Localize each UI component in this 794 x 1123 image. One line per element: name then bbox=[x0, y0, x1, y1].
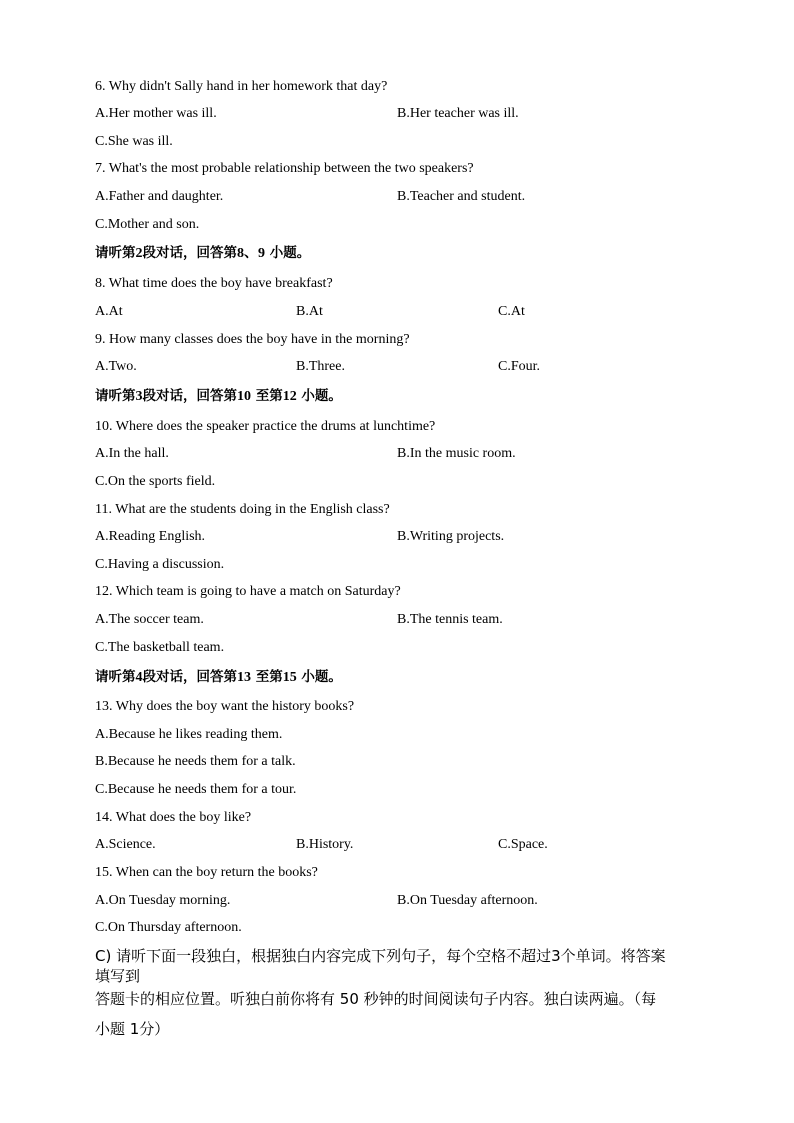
part-c-instructions-line-2: 填写到 bbox=[95, 967, 141, 985]
section-2-post: 小题。 bbox=[269, 245, 311, 261]
q14-option-a: A.Science. bbox=[95, 837, 156, 852]
q9-option-c: C.Four. bbox=[498, 359, 541, 374]
q9-option-a: A.Two. bbox=[95, 359, 137, 374]
section-2-num: 2 bbox=[135, 246, 143, 261]
q14-option-c: C.Space. bbox=[498, 837, 548, 852]
section-3-heading bbox=[95, 387, 342, 406]
q8-option-b: B.At bbox=[296, 304, 323, 319]
section-4-num: 4 bbox=[135, 670, 143, 685]
q12-option-b: B.The tennis team. bbox=[397, 612, 503, 627]
section-3-to-word: 至第 bbox=[255, 388, 283, 404]
q9-option-b: B.Three. bbox=[296, 359, 345, 374]
question-15: 15. When can the boy return the books? bbox=[95, 865, 318, 880]
question-13: 13. Why does the boy want the history books? bbox=[95, 699, 355, 714]
section-3-to: 12 bbox=[282, 389, 297, 404]
q11-option-c: C.Having a discussion. bbox=[95, 557, 225, 572]
section-4-heading bbox=[95, 668, 342, 687]
section-2-heading bbox=[95, 244, 310, 263]
question-10: 10. Where does the speaker practice the drums at lunchtime? bbox=[95, 419, 436, 434]
question-14: 14. What does the boy like? bbox=[95, 810, 252, 825]
q12-option-a: A.The soccer team. bbox=[95, 612, 204, 627]
q12-option-c: C.The basketball team. bbox=[95, 640, 225, 655]
q10-option-c: C.On the sports field. bbox=[95, 474, 216, 489]
section-4-mid: 段对话，回答第 bbox=[142, 669, 237, 685]
q15-option-a: A.On Tuesday morning. bbox=[95, 893, 231, 908]
question-12: 12. Which team is going to have a match on Saturday? bbox=[95, 584, 401, 599]
section-4-to-word: 至第 bbox=[255, 669, 283, 685]
q11-option-a: A.Reading English. bbox=[95, 529, 206, 544]
section-3-from: 10 bbox=[237, 389, 251, 404]
q7-option-a: A.Father and daughter. bbox=[95, 189, 224, 204]
q13-option-c: C.Because he needs them for a tour. bbox=[95, 782, 297, 797]
section-4-pre: 请听第 bbox=[95, 669, 136, 685]
q10-option-b: B.In the music room. bbox=[397, 446, 516, 461]
q6-option-c: C.She was ill. bbox=[95, 134, 173, 149]
section-3-post: 小题。 bbox=[301, 388, 342, 404]
q10-option-a: A.In the hall. bbox=[95, 446, 169, 461]
question-7: 7. What's the most probable relationship between the two speakers? bbox=[95, 161, 474, 176]
part-c-instructions-line-3: 答题卡的相应位置。听独白前你将有 50 秒钟的时间阅读句子内容。独白读两遍。（每 bbox=[95, 990, 657, 1008]
q11-option-b: B.Writing projects. bbox=[397, 529, 505, 544]
q6-option-a: A.Her mother was ill. bbox=[95, 106, 217, 121]
part-c-instructions-line-1: C) 请听下面一段独白，根据独白内容完成下列句子，每个空格不超过3个单词。将答案 bbox=[95, 947, 666, 965]
part-c-instructions-line-4: 小题 1分） bbox=[95, 1020, 170, 1038]
q7-option-b: B.Teacher and student. bbox=[397, 189, 526, 204]
question-9: 9. How many classes does the boy have in the morning? bbox=[95, 332, 410, 347]
q15-option-c: C.On Thursday afternoon. bbox=[95, 920, 242, 935]
question-11: 11. What are the students doing in the English class? bbox=[95, 502, 390, 517]
section-4-post: 小题。 bbox=[301, 669, 342, 685]
q8-option-c: C.At bbox=[498, 304, 525, 319]
q15-option-b: B.On Tuesday afternoon. bbox=[397, 893, 538, 908]
question-8: 8. What time does the boy have breakfast? bbox=[95, 276, 333, 291]
q13-option-b: B.Because he needs them for a talk. bbox=[95, 754, 296, 769]
q14-option-b: B.History. bbox=[296, 837, 354, 852]
section-3-mid: 段对话，回答第 bbox=[142, 388, 237, 404]
section-3-pre: 请听第 bbox=[95, 388, 136, 404]
section-4-from: 13 bbox=[237, 670, 251, 685]
section-2-pre: 请听第 bbox=[95, 245, 136, 261]
section-4-to: 15 bbox=[282, 670, 297, 685]
question-6: 6. Why didn't Sally hand in her homework that day? bbox=[95, 79, 388, 94]
q8-option-a: A.At bbox=[95, 304, 123, 319]
q7-option-c: C.Mother and son. bbox=[95, 217, 200, 232]
section-2-range: 8、9 bbox=[237, 246, 265, 261]
section-2-mid: 段对话，回答第 bbox=[142, 245, 237, 261]
q6-option-b: B.Her teacher was ill. bbox=[397, 106, 519, 121]
section-3-num: 3 bbox=[135, 389, 143, 404]
q13-option-a: A.Because he likes reading them. bbox=[95, 727, 283, 742]
